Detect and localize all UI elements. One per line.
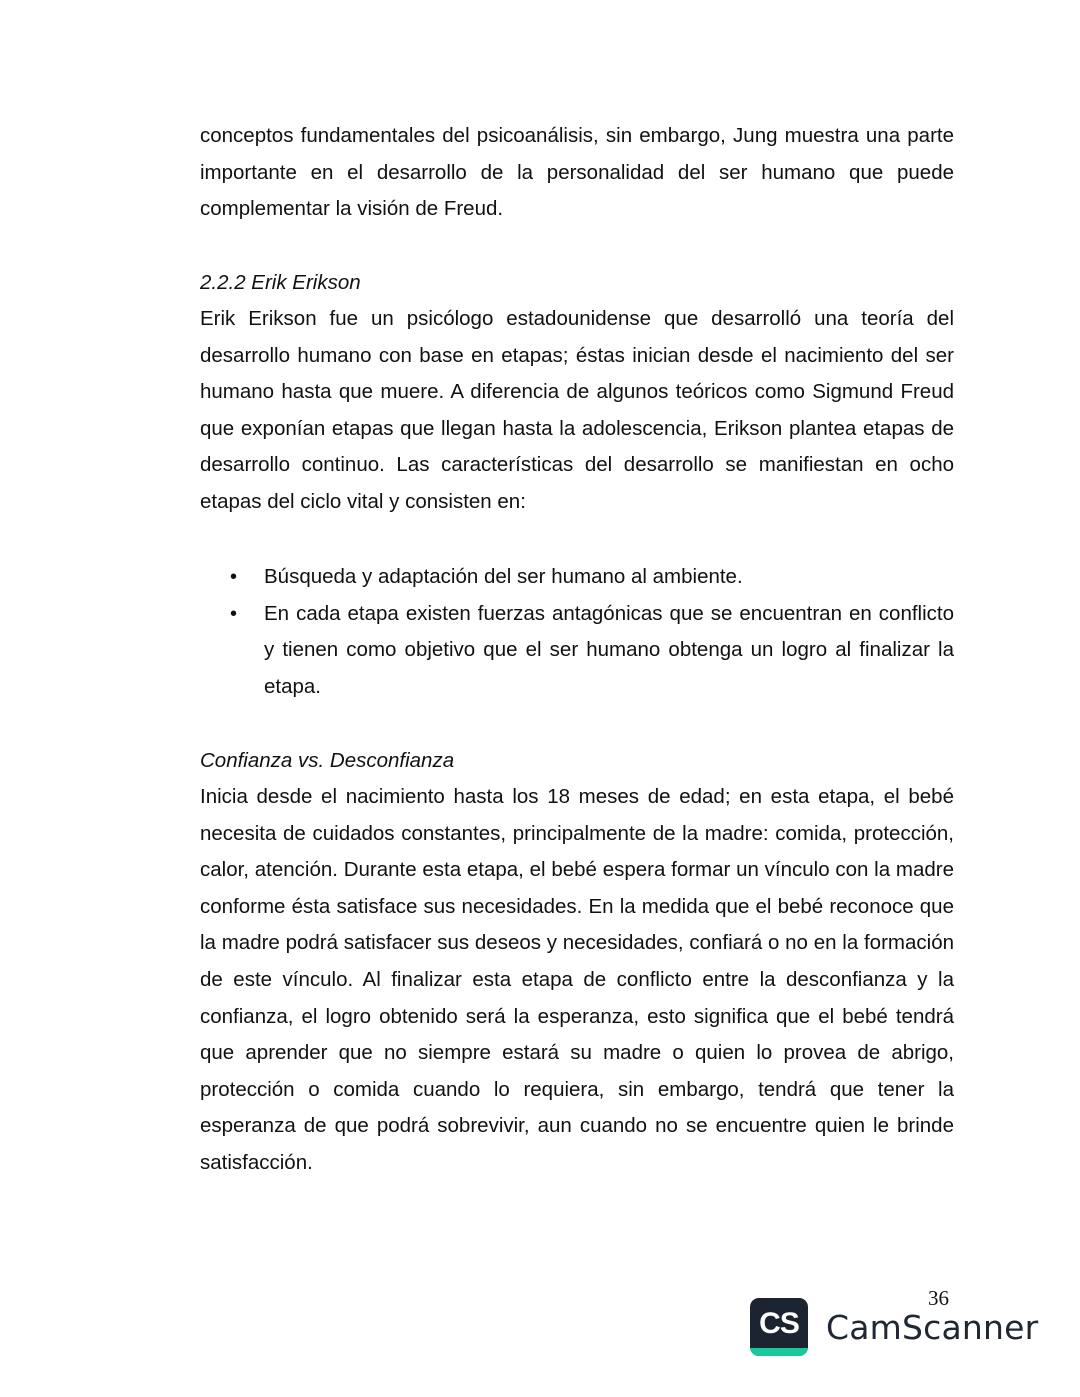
bullet-text: En cada etapa existen fuerzas antagónicas que se encuentran en conflicto y tienen como objetivo que el ser humano obtenga un logro al finalizar la etapa. [264, 601, 954, 698]
list-item [200, 596, 954, 706]
bullet-icon: • [230, 566, 238, 588]
camscanner-watermark [750, 1298, 1038, 1356]
brand-name: CamScanner [826, 1307, 1039, 1347]
intro-paragraph: conceptos fundamentales del psicoanálisis, sin embargo, Jung muestra una parte importante en el desarrollo de la personalidad del ser humano que puede complementar la visión de Freud. [200, 124, 954, 221]
page-number: 36 [928, 1286, 949, 1310]
list-item [200, 559, 954, 596]
stage-paragraph: Inicia desde el nacimiento hasta los 18 meses de edad; en esta etapa, el bebé necesita de cuidados constantes, principalmente de la madre: comida, protección, calor, atención. Durante esta etapa, el bebé espera formar un vínculo con la madre conforme ésta satisface sus necesidades. En la medida que el bebé reconoce que la madre podrá satisfacer sus deseos y necesidades, confiará o no en la formación de este vínculo. Al finalizar esta etapa de conflicto entre la desconfianza y la confianza, el logro obtenido será la esperanza, esto significa que el bebé tendrá que aprender que no siempre estará su madre o quien lo provea de abrigo, protección o comida cuando lo requiera, sin embargo, tendrá que tener la esperanza de que podrá sobrevivir, aun cuando no se encuentre quien le brinde satisfacción. [200, 785, 954, 1174]
camscanner-logo-icon [750, 1298, 808, 1356]
bullet-text: Búsqueda y adaptación del ser humano al ambiente. [264, 565, 743, 588]
logo-accent-bar [750, 1348, 808, 1356]
logo-text: CS [759, 1307, 799, 1340]
stage-heading: Confianza vs. Desconfianza [200, 749, 455, 772]
section-paragraph: Erik Erikson fue un psicólogo estadounidense que desarrolló una teoría del desarrollo humano con base en etapas; éstas inician desde el nacimiento del ser humano hasta que muere. A diferencia de algunos teóricos como Sigmund Freud que exponían etapas que llegan hasta la adolescencia, Erikson plantea etapas de desarrollo continuo. Las características del desarrollo se manifiestan en ocho etapas del ciclo vital y consisten en: [200, 307, 954, 513]
bullet-icon: • [230, 602, 238, 625]
bullet-list [200, 559, 954, 705]
section-heading: 2.2.2 Erik Erikson [200, 271, 361, 294]
